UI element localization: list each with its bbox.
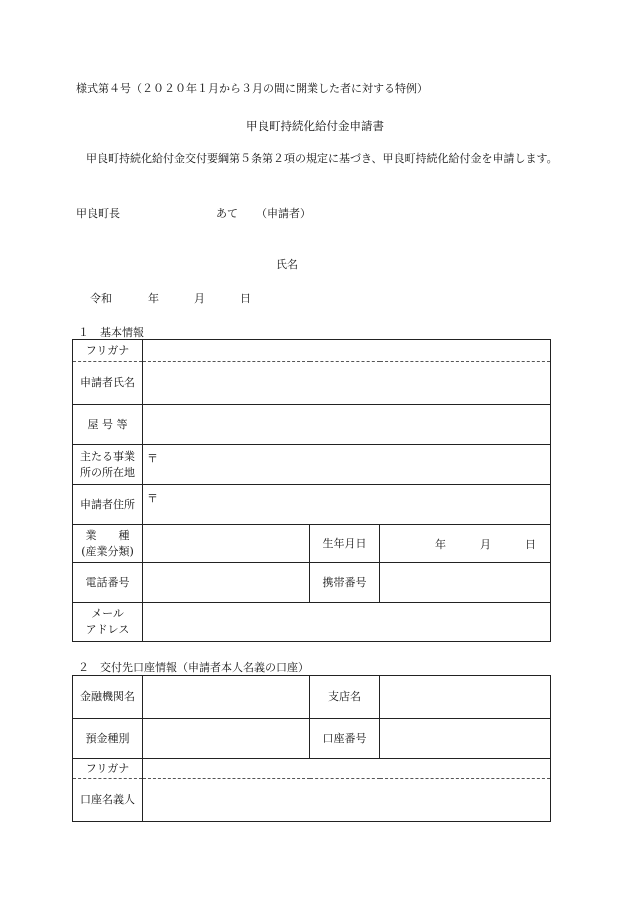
office-address-label xyxy=(73,445,143,485)
holder-furigana-field[interactable] xyxy=(143,759,551,779)
account-type-field[interactable] xyxy=(143,719,310,759)
bank-info-table xyxy=(72,675,551,822)
account-number-label: 口座番号 xyxy=(310,719,380,759)
phone-label: 電話番号 xyxy=(73,563,143,603)
row-holder xyxy=(73,779,551,822)
addressee-suffix: あて xyxy=(216,207,238,220)
holder-field[interactable] xyxy=(143,779,551,822)
row-bank xyxy=(73,676,551,719)
section1-title: １ 基本情報 xyxy=(78,326,144,339)
holder-furigana-label: フリガナ xyxy=(73,759,143,779)
mobile-label: 携帯番号 xyxy=(310,563,380,603)
applicant-name-label: 申請者氏名 xyxy=(73,362,143,405)
branch-field[interactable] xyxy=(380,676,551,719)
applicant-address-label: 申請者住所 xyxy=(73,485,143,525)
account-type-label: 預金種別 xyxy=(73,719,143,759)
applicant-label: （申請者） xyxy=(256,207,311,220)
section2-title: ２ 交付先口座情報（申請者本人名義の口座） xyxy=(78,661,309,674)
phone-field[interactable] xyxy=(143,563,310,603)
email-field[interactable] xyxy=(143,603,551,642)
row-furigana xyxy=(73,340,551,362)
industry-label-line1: 業 種 xyxy=(85,528,130,542)
office-label-line2: 所の所在地 xyxy=(80,465,135,479)
row-office-address xyxy=(73,445,551,485)
office-address-field[interactable] xyxy=(143,445,551,485)
date-month: 月 xyxy=(194,292,205,305)
email-label xyxy=(73,603,143,642)
bank-label: 金融機関名 xyxy=(73,676,143,719)
document-title: 甲良町持続化給付金申請書 xyxy=(246,119,384,133)
birthdate-units xyxy=(380,536,550,552)
row-applicant-address xyxy=(73,485,551,525)
row-holder-furigana xyxy=(73,759,551,779)
account-number-field[interactable] xyxy=(380,719,551,759)
form-number: 様式第４号（２０２０年１月から３月の間に開業した者に対する特例） xyxy=(76,82,428,95)
office-postal-mark: 〒 xyxy=(147,451,158,465)
email-label-line2: アドレス xyxy=(85,623,130,636)
industry-field[interactable] xyxy=(143,525,310,563)
row-applicant-name xyxy=(73,362,551,405)
branch-label: 支店名 xyxy=(310,676,380,719)
birth-month-unit: 月 xyxy=(480,537,492,551)
mobile-field[interactable] xyxy=(380,563,551,603)
applicant-name-field[interactable] xyxy=(143,362,551,405)
birth-year-unit: 年 xyxy=(435,537,447,551)
row-email xyxy=(73,603,551,642)
date-year: 年 xyxy=(148,292,159,305)
applicant-address-field[interactable] xyxy=(143,485,551,525)
holder-label: 口座名義人 xyxy=(73,779,143,822)
row-account xyxy=(73,719,551,759)
name-label: 氏名 xyxy=(276,258,298,271)
yago-label: 屋 号 等 xyxy=(73,405,143,445)
row-phone xyxy=(73,563,551,603)
date-day: 日 xyxy=(240,292,251,305)
basic-info-table xyxy=(72,339,551,642)
birth-day-unit: 日 xyxy=(525,537,537,551)
industry-label-line2: (産業分類) xyxy=(81,544,134,558)
row-yago xyxy=(73,405,551,445)
date-era: 令和 xyxy=(90,292,112,305)
birthdate-field[interactable] xyxy=(380,525,551,563)
row-industry xyxy=(73,525,551,563)
yago-field[interactable] xyxy=(143,405,551,445)
bank-field[interactable] xyxy=(143,676,310,719)
address-postal-mark: 〒 xyxy=(147,491,158,505)
addressee: 甲良町長 xyxy=(76,207,120,220)
email-label-line1: メール xyxy=(91,607,124,620)
industry-label xyxy=(73,525,143,563)
body-text: 甲良町持続化給付金交付要綱第５条第２項の規定に基づき、甲良町持続化給付金を申請します。 xyxy=(86,152,558,165)
furigana-field[interactable] xyxy=(143,340,551,362)
birthdate-label: 生年月日 xyxy=(310,525,380,563)
furigana-label: フリガナ xyxy=(73,340,143,362)
office-label-line1: 主たる事業 xyxy=(80,449,135,463)
